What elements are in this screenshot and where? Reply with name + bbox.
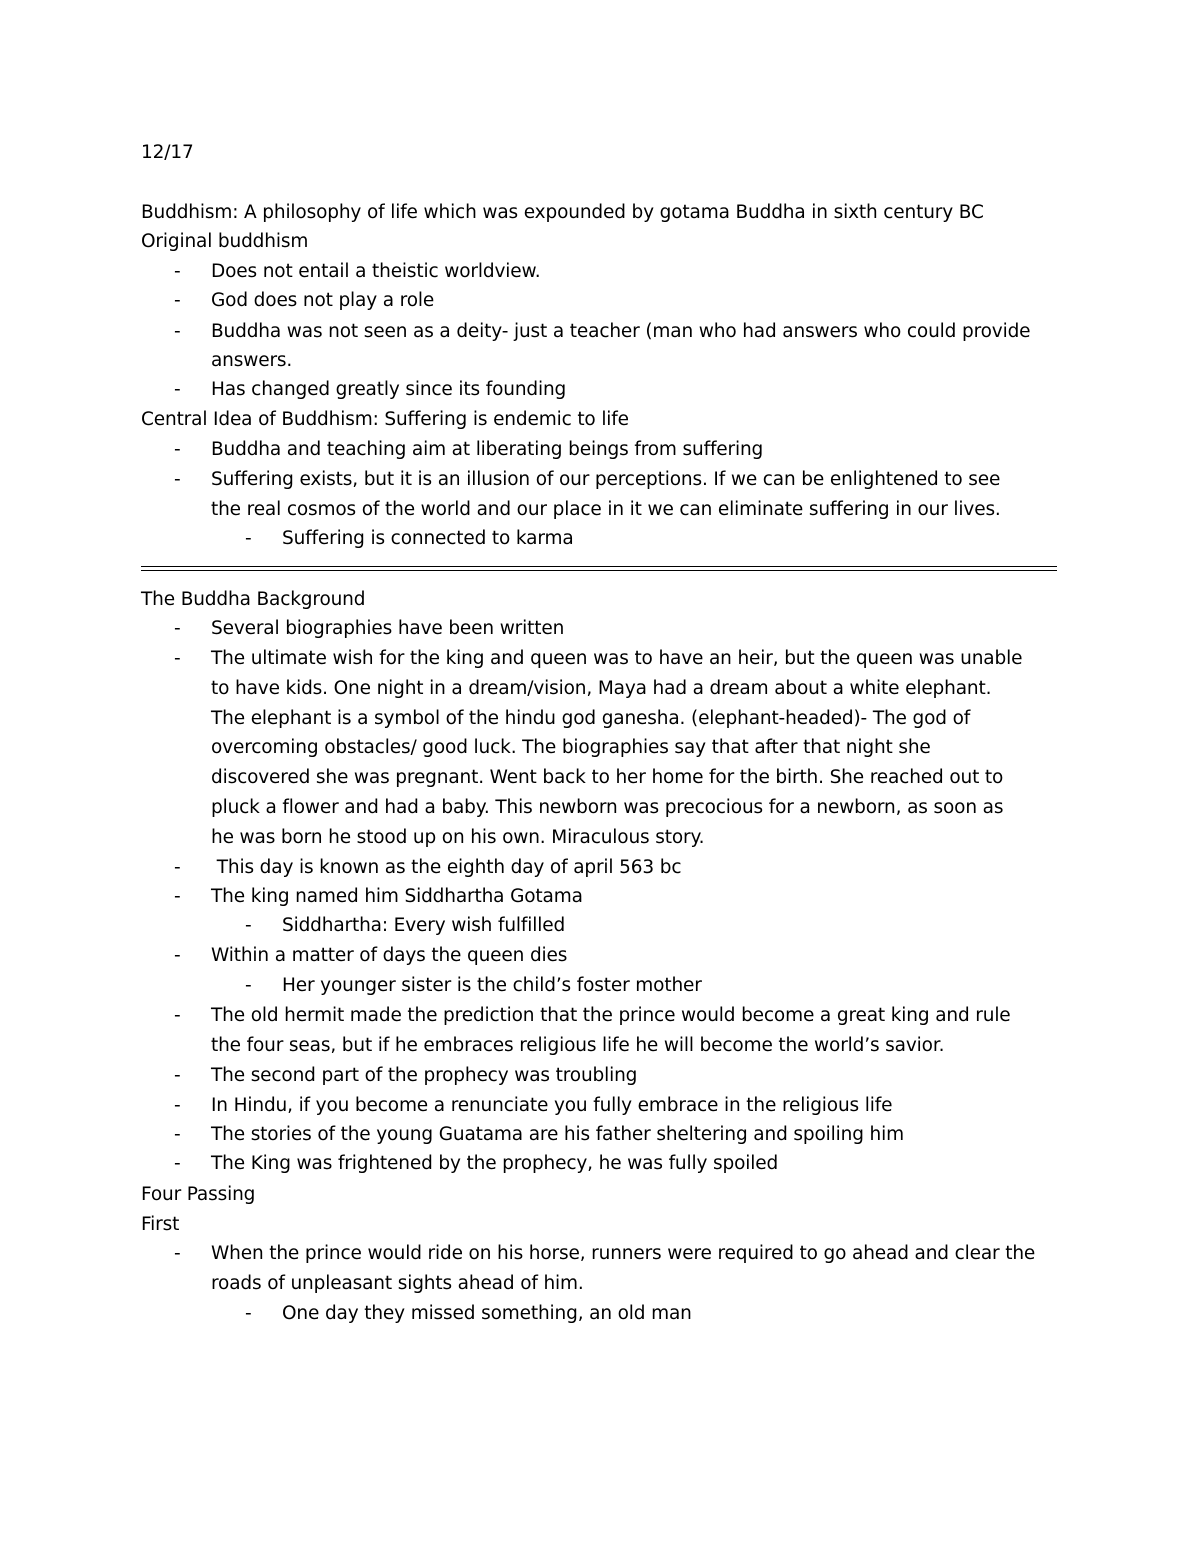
list-item: God does not play a role bbox=[211, 290, 435, 311]
bullet-dash: - bbox=[174, 290, 181, 311]
list-item: The second part of the prophecy was troubling bbox=[211, 1065, 638, 1086]
list-item-continuation: to have kids. One night in a dream/vision, Maya had a dream about a white elephant. bbox=[211, 678, 992, 699]
list-item-continuation: The elephant is a symbol of the hindu god ganesha. (elephant-headed)- The god of bbox=[211, 708, 971, 729]
bullet-dash: - bbox=[174, 1005, 181, 1026]
bullet-dash: - bbox=[174, 321, 181, 342]
list-item: Suffering exists, but it is an illusion of our perceptions. If we can be enlightened to see bbox=[211, 469, 1001, 490]
list-item-continuation: pluck a flower and had a baby. This newborn was precocious for a newborn, as soon as bbox=[211, 797, 1004, 818]
subsection-heading: First bbox=[141, 1214, 180, 1235]
section-heading: Original buddhism bbox=[141, 231, 309, 252]
bullet-dash: - bbox=[174, 1243, 181, 1264]
list-item-continuation: discovered she was pregnant. Went back to her home for the birth. She reached out to bbox=[211, 767, 1004, 788]
list-item: Does not entail a theistic worldview. bbox=[211, 261, 541, 282]
bullet-dash: - bbox=[245, 1303, 252, 1324]
bullet-dash: - bbox=[174, 886, 181, 907]
list-item: This day is known as the eighth day of april 563 bc bbox=[211, 857, 682, 878]
list-item: Buddha was not seen as a deity- just a teacher (man who had answers who could provide bbox=[211, 321, 1031, 342]
horizontal-divider bbox=[141, 566, 1057, 567]
list-item-continuation: he was born he stood up on his own. Miraculous story. bbox=[211, 827, 705, 848]
bullet-dash: - bbox=[174, 469, 181, 490]
bullet-dash: - bbox=[174, 1153, 181, 1174]
list-item-continuation: the four seas, but if he embraces religious life he will become the world’s savior. bbox=[211, 1035, 945, 1056]
bullet-dash: - bbox=[174, 945, 181, 966]
list-item: The old hermit made the prediction that the prince would become a great king and rule bbox=[211, 1005, 1011, 1026]
list-item: The ultimate wish for the king and queen was to have an heir, but the queen was unable bbox=[211, 648, 1023, 669]
date-heading: 12/17 bbox=[141, 142, 194, 163]
list-item: Buddha and teaching aim at liberating beings from suffering bbox=[211, 439, 764, 460]
list-item: Within a matter of days the queen dies bbox=[211, 945, 568, 966]
bullet-dash: - bbox=[174, 1095, 181, 1116]
list-item-continuation: roads of unpleasant sights ahead of him. bbox=[211, 1273, 584, 1294]
bullet-dash: - bbox=[174, 618, 181, 639]
definition-line: Buddhism: A philosophy of life which was expounded by gotama Buddha in sixth century BC bbox=[141, 202, 984, 223]
section-heading: The Buddha Background bbox=[141, 589, 366, 610]
list-item: The stories of the young Guatama are his father sheltering and spoiling him bbox=[211, 1124, 904, 1145]
bullet-dash: - bbox=[174, 857, 181, 878]
sub-list-item: Siddhartha: Every wish fulfilled bbox=[282, 915, 566, 936]
list-item: In Hindu, if you become a renunciate you fully embrace in the religious life bbox=[211, 1095, 893, 1116]
horizontal-divider bbox=[141, 570, 1057, 571]
list-item-continuation: the real cosmos of the world and our place in it we can eliminate suffering in our lives. bbox=[211, 499, 1001, 520]
list-item-continuation: answers. bbox=[211, 350, 293, 371]
sub-list-item: One day they missed something, an old man bbox=[282, 1303, 692, 1324]
bullet-dash: - bbox=[174, 648, 181, 669]
bullet-dash: - bbox=[245, 915, 252, 936]
list-item: The King was frightened by the prophecy, he was fully spoiled bbox=[211, 1153, 779, 1174]
section-heading: Four Passing bbox=[141, 1184, 256, 1205]
bullet-dash: - bbox=[174, 439, 181, 460]
list-item-continuation: overcoming obstacles/ good luck. The biographies say that after that night she bbox=[211, 737, 931, 758]
bullet-dash: - bbox=[245, 975, 252, 996]
bullet-dash: - bbox=[174, 379, 181, 400]
bullet-dash: - bbox=[174, 1124, 181, 1145]
sub-list-item: Suffering is connected to karma bbox=[282, 528, 574, 549]
list-item: When the prince would ride on his horse, runners were required to go ahead and clear the bbox=[211, 1243, 1036, 1264]
list-item: Has changed greatly since its founding bbox=[211, 379, 567, 400]
section-heading: Central Idea of Buddhism: Suffering is endemic to life bbox=[141, 409, 629, 430]
list-item: Several biographies have been written bbox=[211, 618, 565, 639]
sub-list-item: Her younger sister is the child’s foster mother bbox=[282, 975, 702, 996]
bullet-dash: - bbox=[174, 261, 181, 282]
bullet-dash: - bbox=[174, 1065, 181, 1086]
bullet-dash: - bbox=[245, 528, 252, 549]
list-item: The king named him Siddhartha Gotama bbox=[211, 886, 583, 907]
